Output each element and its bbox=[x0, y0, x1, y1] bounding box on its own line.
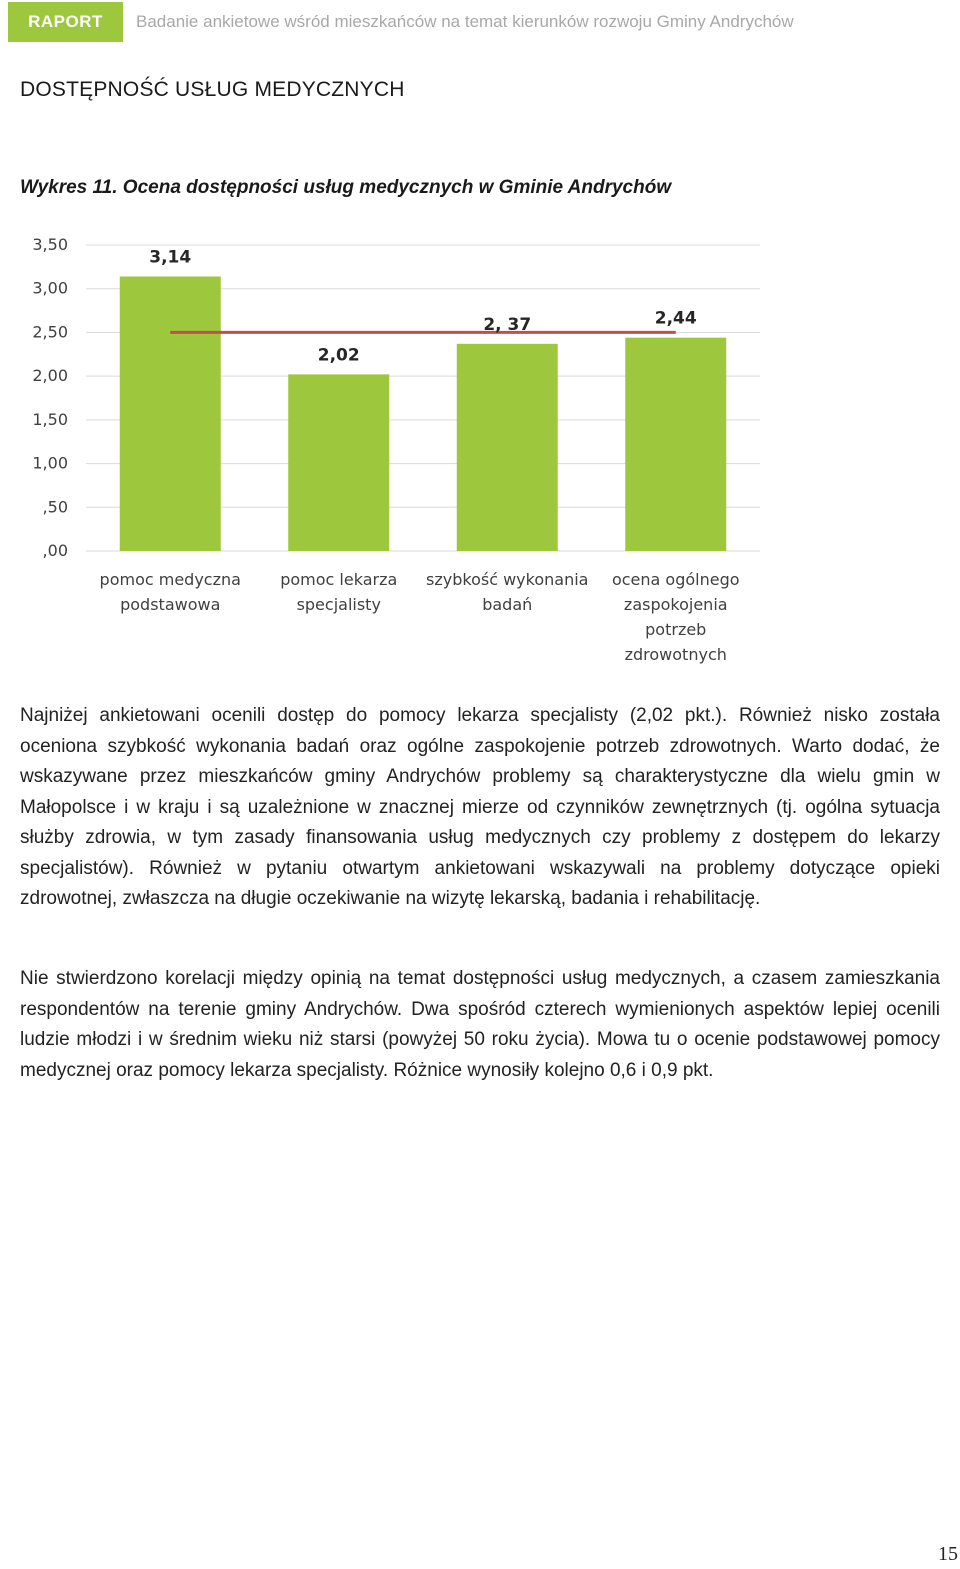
report-title: Badanie ankietowe wśród mieszkańców na temat kierunków rozwoju Gminy Andrychów bbox=[136, 12, 794, 31]
chart-value-labels bbox=[149, 247, 697, 365]
page-header bbox=[8, 2, 952, 42]
bar-value-label: 2, 37 bbox=[483, 314, 532, 335]
y-tick-label: 2,00 bbox=[32, 366, 68, 386]
y-tick-label: ,50 bbox=[42, 497, 68, 517]
category-label: pomoc lekarza bbox=[280, 570, 398, 589]
y-tick-label: 1,50 bbox=[32, 409, 68, 429]
section-title: DOSTĘPNOŚĆ USŁUG MEDYCZNYCH bbox=[20, 78, 405, 101]
page-number: 15 bbox=[938, 1543, 958, 1565]
y-tick-label: 2,50 bbox=[32, 322, 68, 342]
chart-bar bbox=[120, 276, 221, 551]
category-label: szybkość wykonania bbox=[426, 570, 589, 589]
category-label: specjalisty bbox=[296, 595, 381, 614]
bar-value-label: 3,14 bbox=[149, 247, 192, 268]
category-label: podstawowa bbox=[120, 595, 221, 614]
category-label: ocena ogólnego bbox=[611, 570, 740, 589]
category-label: pomoc medyczna bbox=[99, 570, 241, 589]
bar-value-label: 2,02 bbox=[317, 345, 360, 366]
chart-bar bbox=[625, 338, 726, 551]
chart-bar bbox=[457, 344, 558, 551]
bar-chart bbox=[20, 228, 780, 678]
y-tick-label: ,00 bbox=[42, 541, 68, 560]
x-axis-categories bbox=[100, 570, 740, 664]
chart-bar bbox=[288, 374, 389, 551]
category-label: zdrowotnych bbox=[624, 645, 727, 664]
y-axis-ticks bbox=[32, 235, 68, 560]
y-tick-label: 3,00 bbox=[32, 278, 68, 298]
report-badge: RAPORT bbox=[8, 2, 123, 42]
body-paragraph-2: Nie stwierdzono korelacji między opinią na temat dostępności usług medycznych, a czasem zamieszkania respondentów na terenie gminy Andrychów. Dwa spośród czterech wymienionych aspektów lepiej ocenili ludzie młodzi i w średnim wieku niż starsi (powyżej 50 roku życia). Mowa tu o ocenie podstawowej pomocy medycznej oraz pomocy lekarza specjalisty. Różnice wynosiły kolejno 0,6 i 0,9 pkt. bbox=[20, 968, 940, 1081]
bar-value-label: 2,44 bbox=[654, 308, 697, 329]
y-tick-label: 3,50 bbox=[32, 235, 68, 254]
chart-caption: Wykres 11. Ocena dostępności usług medycznych w Gminie Andrychów bbox=[20, 177, 672, 198]
chart-bars bbox=[120, 276, 727, 551]
y-tick-label: 1,00 bbox=[32, 453, 68, 473]
category-label: zaspokojenia bbox=[623, 595, 728, 614]
category-label: badań bbox=[482, 595, 533, 614]
category-label: potrzeb bbox=[645, 620, 707, 639]
body-paragraph-1: Najniżej ankietowani ocenili dostęp do pomocy lekarza specjalisty (2,02 pkt.). Również nisko została oceniona szybkość wykonania badań oraz ogólne zaspokojenie potrzeb zdrowotnych. Warto dodać, że wskazywane przez mieszkańców gminy Andrychów problemy są charakterystyczne dla wielu gmin w Małopolsce i w kraju i są uzależnione w znacznej mierze od czynników zewnętrznych (tj. ogólna sytuacja służby zdrowia, w tym zasady finansowania usług medycznych czy problemy z dostępem do lekarzy specjalistów). Również w pytaniu otwartym ankietowani wskazywali na problemy dotyczące opieki zdrowotnej, zwłaszcza na długie oczekiwanie na wizytę lekarską, badania i rehabilitację. bbox=[20, 705, 940, 909]
